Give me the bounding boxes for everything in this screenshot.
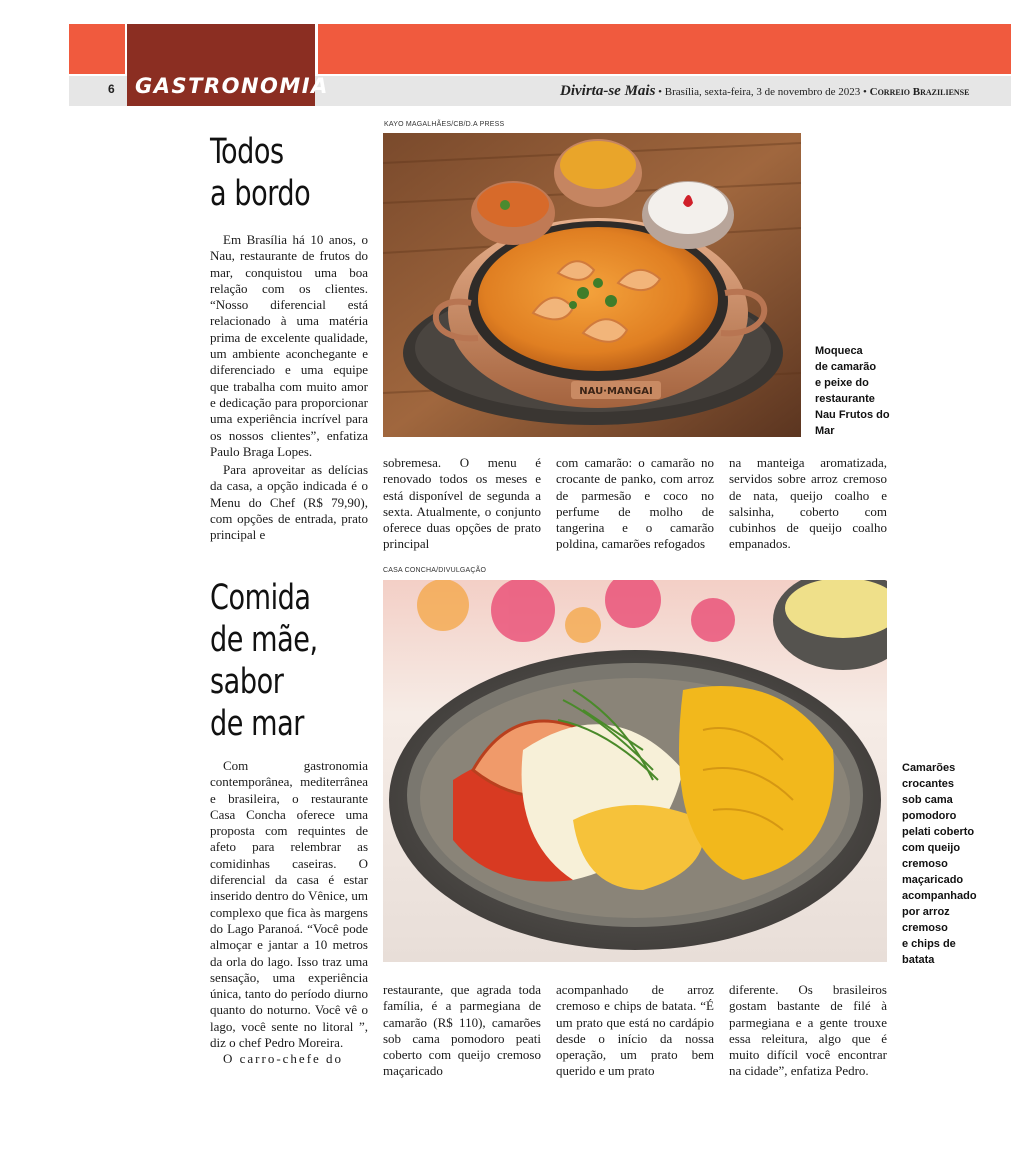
section-title: GASTRONOMIA <box>135 74 329 98</box>
caption-line: Camarões <box>902 762 956 774</box>
caption-line: de camarão <box>815 361 877 373</box>
paragraph: acompanhado de arroz cremoso e chips de batata. “É um prato que está no cardápio desde o início da nossa operação, um prato bem querido e um prato <box>556 982 714 1079</box>
caption-line: Moqueca <box>815 345 863 357</box>
paragraph: Para aproveitar as delícias da casa, a opção indicada é o Menu do Chef (R$ 79,90), com opções de entrada, prato principal e <box>210 462 368 543</box>
header-band-left <box>69 24 125 74</box>
caption-line: cremoso <box>902 922 948 934</box>
headline-line: Todos <box>210 132 284 172</box>
headline-line: de mar <box>210 704 304 744</box>
paragraph: diferente. Os brasileiros gostam bastante de filé à parmegiana e a gente trouxe essa releitura, algo que é muito difícil você encontrar na cidade”, enfatiza Pedro. <box>729 982 887 1079</box>
article2-column-2 <box>383 982 541 1080</box>
pan-brand: NAU·MANGAI <box>579 386 653 397</box>
article2-headline <box>210 577 356 745</box>
headline-line: a bordo <box>210 174 311 214</box>
caption-line: por arroz <box>902 906 950 918</box>
caption-line: Mar <box>815 425 835 437</box>
paragraph: Em Brasília há 10 anos, o Nau, restaurante de frutos do mar, conquistou uma boa relação com os clientes. “Nosso diferencial está relacionado à uma matéria prima de excelente qualidade, um ambiente aconchegante e diferenciado e uma equipe que trabalha com muito amor e dedicação para proporcionar uma experiência incrível para os nossos clientes”, enfatiza Paulo Braga Lopes. <box>210 232 368 459</box>
moqueca-illustration <box>383 133 801 437</box>
caption-line: cremoso <box>902 858 948 870</box>
shrimp-dish-illustration <box>383 580 887 962</box>
paragraph: com camarão: o camarão no crocante de panko, com arroz de parmesão e coco no perfume de molho de tangerina e o camarão poldina, camarões refogados <box>556 455 714 552</box>
dateline <box>560 83 969 100</box>
page-number: 6 <box>108 82 115 96</box>
paragraph: O carro-chefe do <box>223 1051 344 1067</box>
article2-column-3 <box>556 982 714 1080</box>
caption-line: e peixe do <box>815 377 869 389</box>
photo-caption <box>815 343 905 439</box>
article2-column-1 <box>210 758 368 1068</box>
headline-line: sabor <box>210 662 284 702</box>
article1-column-2 <box>383 455 541 553</box>
caption-line: e chips de <box>902 938 956 950</box>
bullet: • <box>658 86 663 98</box>
header-band-right <box>318 24 1011 74</box>
shrimp-dish-photo <box>383 580 887 962</box>
caption-line: maçaricado <box>902 874 964 886</box>
headline-line: Comida <box>210 578 311 618</box>
headline-line: de mãe, <box>210 620 318 660</box>
paragraph: na manteiga aromatizada, servidos sobre arroz cremoso de nata, queijo coalho e salsinha, coberto com cubinhos de queijo coalho empanados. <box>729 455 887 552</box>
caption-line: batata <box>902 954 935 966</box>
moqueca-photo <box>383 133 801 437</box>
paragraph: sobremesa. O menu é renovado todos os meses e está disponível de segunda a sexta. Atualmente, o conjunto oferece duas opções de prato principal <box>383 455 541 552</box>
caption-line: restaurante <box>815 393 875 405</box>
caption-line: com queijo <box>902 842 961 854</box>
paragraph: Com gastronomia contemporânea, mediterrânea e brasileira, o restaurante Casa Concha oferece uma proposta com requintes de afeto para relembrar as comidinhas caseiras. O diferencial da casa é estar inserido dentro do Vênice, um complexo que fica às margens do Lago Paranoá. “Você pode almoçar e jantar a 10 metros da orla do lago. Isso traz uma sensação, uma experiência única, tanto do período diurno quanto do noturno. Você vê o lago, você sente no litoral ”, diz o chef Pedro Moreira. <box>210 758 368 1051</box>
caption-line: pelati coberto <box>902 826 975 838</box>
caption-line: crocantes <box>902 778 954 790</box>
article1-headline <box>210 131 356 215</box>
article1-column-4 <box>729 455 887 553</box>
article2-column-4 <box>729 982 887 1080</box>
photo-credit: CASA CONCHA/DIVULGAÇÃO <box>383 567 487 574</box>
caption-line: pomodoro <box>902 810 957 822</box>
bullet: • <box>863 86 867 98</box>
date-text: Brasília, sexta-feira, 3 de novembro de 2023 <box>664 86 861 98</box>
paragraph: restaurante, que agrada toda família, é a parmegiana de camarão (R$ 110), camarões sob cama pomodoro peati coberto com queijo cremoso maçaricado <box>383 982 541 1079</box>
photo-credit: KAYO MAGALHÃES/CB/D.A PRESS <box>384 121 505 128</box>
newspaper-name: Correio Braziliense <box>869 86 970 98</box>
article1-column-1 <box>210 232 368 544</box>
caption-line: Nau Frutos do <box>815 409 890 421</box>
photo-caption <box>902 760 1002 968</box>
caption-line: acompanhado <box>902 890 977 902</box>
caption-line: sob cama <box>902 794 953 806</box>
article1-column-3 <box>556 455 714 553</box>
supplement-name: Divirta-se Mais <box>560 83 656 99</box>
